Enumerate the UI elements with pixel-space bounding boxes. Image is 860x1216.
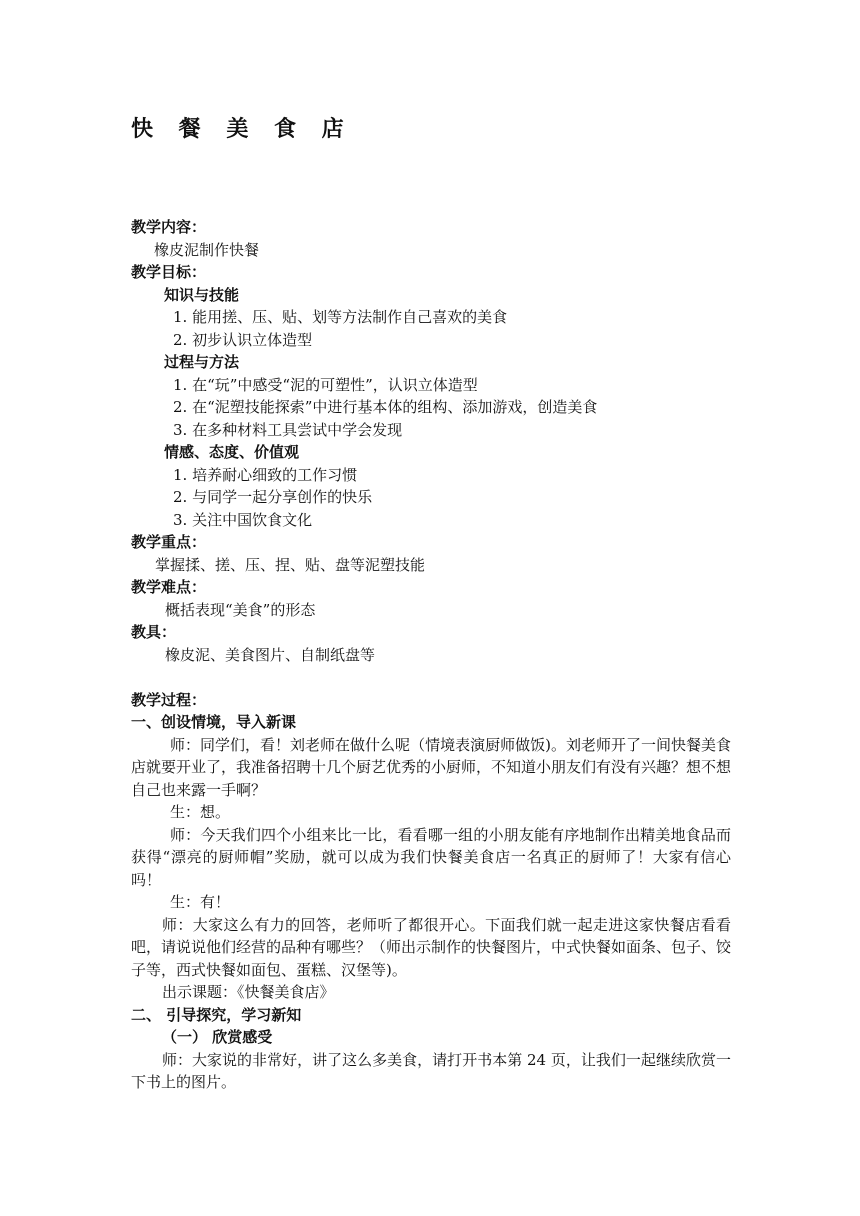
- knowledge-item-2: 2. 初步认识立体造型: [173, 330, 313, 349]
- section1-paragraph-1: 师：同学们，看！刘老师在做什么呢（情境表演厨师做饭)。刘老师开了一间快餐美食店就要开业了，我准备招聘十几个厨艺优秀的小厨师，不知道小朋友们有没有兴趣？想不想自己也来露一手啊？: [131, 735, 732, 799]
- section1-paragraph-4: 生：有！: [170, 893, 231, 911]
- content-label: 教学内容：: [131, 218, 207, 236]
- section1-heading: 一、创设情境，导入新课: [131, 713, 297, 731]
- tools-text: 橡皮泥、美食图片、自制纸盘等: [165, 645, 376, 664]
- content-text: 橡皮泥制作快餐: [154, 240, 260, 259]
- knowledge-item-1: 1. 能用搓、压、贴、划等方法制作自己喜欢的美食: [173, 308, 508, 326]
- difficulties-label: 教学难点：: [131, 578, 207, 596]
- difficulties-text: 概括表现“美食”的形态: [165, 600, 316, 619]
- process-method-item-2: 2. 在“泥塑技能探索”中进行基本体的组构、添加游戏，创造美食: [173, 398, 598, 416]
- process-method-label: 过程与方法: [164, 353, 240, 371]
- tools-label: 教具：: [131, 623, 177, 641]
- attitude-item-3: 3. 关注中国饮食文化: [173, 510, 313, 529]
- attitude-item-1: 1. 培养耐心细致的工作习惯: [173, 465, 358, 484]
- process-method-item-1: 1. 在“玩”中感受“泥的可塑性”，认识立体造型: [173, 375, 478, 394]
- key-points-text: 掌握揉、搓、压、捏、贴、盘等泥塑技能: [155, 555, 426, 574]
- document-body: [131, 216, 731, 1094]
- section1-paragraph-3: 师：今天我们四个小组来比一比，看看哪一组的小朋友能有序地制作出精美地食品而获得“漂亮的厨师帽”奖励，就可以成为我们快餐美食店一名真正的厨师了！大家有信心吗！: [131, 825, 731, 889]
- key-points-label: 教学重点：: [131, 533, 207, 551]
- section1-paragraph-6: 出示课题：《快餐美食店》: [162, 983, 335, 1001]
- attitude-label: 情感、态度、价值观: [164, 443, 300, 461]
- knowledge-label: 知识与技能: [164, 285, 240, 304]
- objectives-label: 教学目标：: [131, 263, 207, 281]
- spacer: [131, 666, 731, 689]
- section2-subheading-1: （一） 欣赏感受: [162, 1028, 273, 1046]
- section2-heading: 二、 引导探究，学习新知: [131, 1005, 302, 1024]
- attitude-item-2: 2. 与同学一起分享创作的快乐: [173, 488, 373, 506]
- section1-paragraph-5: 师：大家这么有力的回答，老师听了都很开心。下面我们就一起走进这家快餐店看看吧，请说说他们经营的品种有哪些？（师出示制作的快餐图片，中式快餐如面条、包子、饺子等，西式快餐如面包、蛋糕、汉堡等)。: [131, 915, 732, 979]
- process-method-item-3: 3. 在多种材料工具尝试中学会发现: [173, 420, 403, 439]
- section1-paragraph-2: 生：想。: [170, 803, 231, 821]
- document-title: 快 餐 美 食 店: [131, 116, 353, 142]
- process-label: 教学过程：: [131, 690, 207, 709]
- section2-paragraph-1: 师：大家说的非常好，讲了这么多美食，请打开书本第 24 页，让我们一起继续欣赏一下书上的图片。: [131, 1050, 731, 1091]
